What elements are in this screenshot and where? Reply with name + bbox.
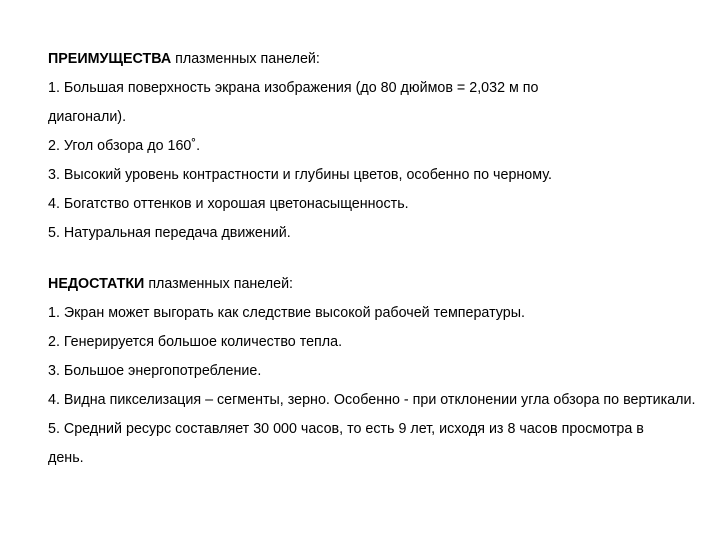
disadvantages-section [48,270,708,473]
disadvantages-heading [48,270,708,299]
advantage-item-5: 5. Натуральная передача движений. [48,225,291,241]
disadvantage-item-4: 4. Видна пикселизация – сегменты, зерно. Особенно - при отклонении угла обзора по вертикали. [48,392,696,408]
advantages-heading-rest: плазменных панелей: [175,51,320,67]
advantages-section [48,45,708,248]
advantages-heading-bold: ПРЕИМУЩЕСТВА [48,51,172,67]
advantage-item-2: 2. Угол обзора до 160˚. [48,138,201,154]
disadvantage-item-3: 3. Большое энергопотребление. [48,363,262,379]
document-body [48,45,708,473]
advantage-item-3: 3. Высокий уровень контрастности и глубины цветов, особенно по черному. [48,167,552,183]
disadvantage-item-2: 2. Генерируется большое количество тепла. [48,334,343,350]
disadvantages-heading-rest: плазменных панелей: [148,276,294,292]
advantage-item-4: 4. Богатство оттенков и хорошая цветонасыщенность. [48,196,409,212]
advantage-item-1: 1. Большая поверхность экрана изображения (до 80 дюймов = 2,032 м по диагонали). [48,80,539,125]
disadvantages-heading-bold: НЕДОСТАТКИ [48,276,145,292]
disadvantage-item-5: 5. Средний ресурс составляет 30 000 часов, то есть 9 лет, исходя из 8 часов просмотра в день. [48,421,644,466]
section-spacer [48,248,708,270]
advantages-heading [48,45,708,74]
disadvantage-item-1: 1. Экран может выгорать как следствие высокой рабочей температуры. [48,305,525,321]
